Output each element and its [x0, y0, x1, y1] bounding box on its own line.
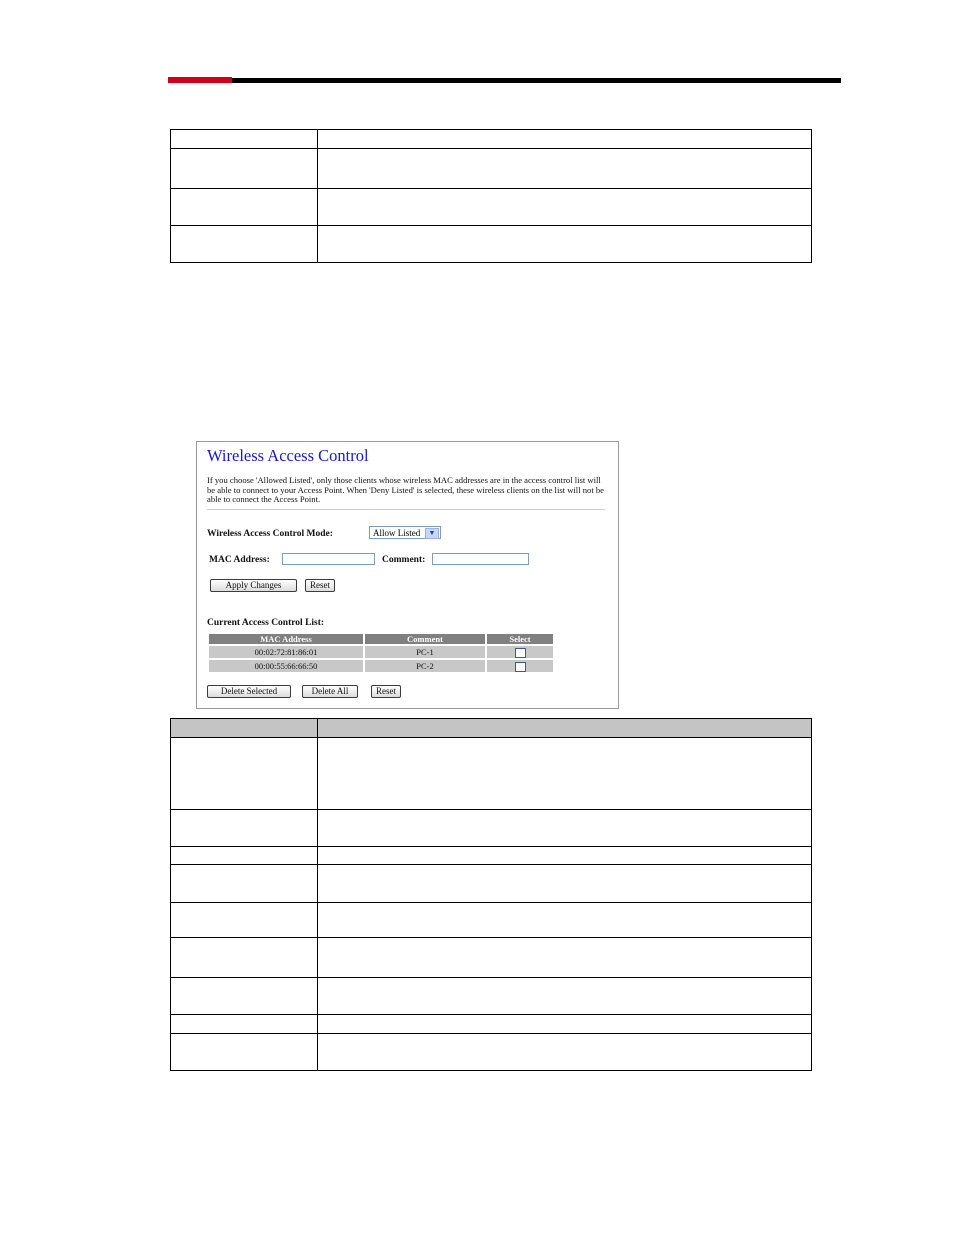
mac-address-label: MAC Address:: [209, 555, 270, 565]
table-row: [171, 738, 812, 810]
table-row: [171, 130, 812, 149]
comment-cell: PC-1: [365, 646, 485, 658]
comment-label: Comment:: [382, 555, 426, 565]
table-header-row: [171, 719, 812, 738]
select-checkbox[interactable]: [515, 648, 526, 658]
column-header-mac: MAC Address: [209, 634, 363, 644]
header-rule-red: [168, 77, 232, 83]
comment-cell: PC-2: [365, 660, 485, 672]
apply-changes-button[interactable]: Apply Changes: [210, 579, 297, 592]
table-row: [171, 226, 812, 263]
table-row: [171, 1015, 812, 1034]
column-header-comment: Comment: [365, 634, 485, 644]
access-control-list-table: [207, 632, 555, 674]
table-row: [209, 660, 553, 672]
select-cell: [487, 660, 553, 672]
table-row: [171, 847, 812, 865]
header-rule-black: [232, 78, 841, 83]
mac-cell: 00:02:72:81:86:01: [209, 646, 363, 658]
chevron-down-icon[interactable]: ▼: [425, 528, 439, 539]
access-mode-select[interactable]: [369, 526, 441, 539]
access-mode-value: Allow Listed: [373, 528, 421, 538]
mode-label: Wireless Access Control Mode:: [207, 529, 333, 539]
table-row: [171, 903, 812, 938]
table-row: [171, 938, 812, 978]
mac-cell: 00:00:55:66:66:50: [209, 660, 363, 672]
top-field-table: [170, 129, 812, 263]
table-row: [171, 978, 812, 1015]
page-title: Wireless Access Control: [207, 446, 369, 465]
table-row: [171, 149, 812, 189]
access-list-title: Current Access Control List:: [207, 618, 325, 628]
description-text: If you choose 'Allowed Listed', only those clients whose wireless MAC addresses are in the access control list will be able to connect to your Access Point. When 'Deny Listed' is selected, these wireless clients on the list will not be able to connect the Access Point.: [207, 475, 604, 505]
select-checkbox[interactable]: [515, 662, 526, 672]
mac-address-input[interactable]: [282, 553, 375, 565]
bottom-field-table: [170, 718, 812, 1071]
reset-button[interactable]: Reset: [305, 579, 335, 592]
table-row: [171, 189, 812, 226]
delete-all-button[interactable]: Delete All: [302, 685, 358, 698]
table-row: [171, 865, 812, 903]
delete-selected-button[interactable]: Delete Selected: [207, 685, 291, 698]
wireless-access-control-panel: [196, 441, 619, 709]
table-row: [209, 646, 553, 658]
divider: [207, 509, 605, 510]
table-row: [171, 1034, 812, 1071]
table-row: [171, 810, 812, 847]
column-header-select: Select: [487, 634, 553, 644]
reset-list-button[interactable]: Reset: [371, 685, 401, 698]
select-cell: [487, 646, 553, 658]
comment-input[interactable]: [432, 553, 529, 565]
